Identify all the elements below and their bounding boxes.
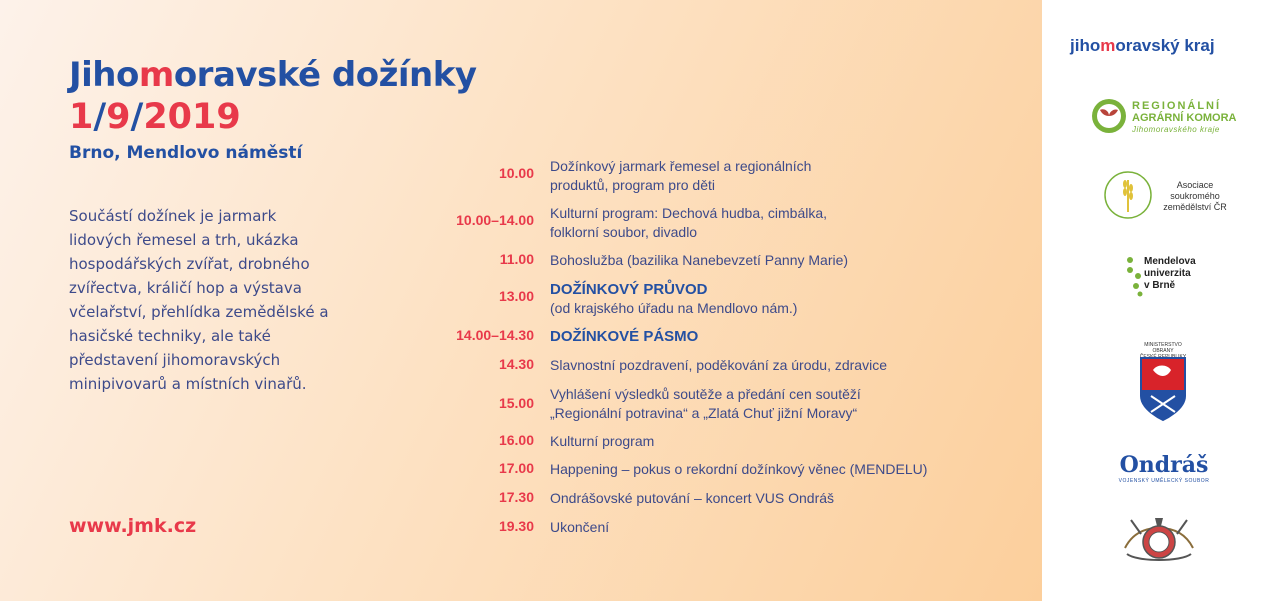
event-description: Součástí dožínek je jarmark lidových řemesel a trh, ukázka hospodářských zvířat, drobného zvířectva, králičí hop a výstava včelařství, přehlídka zemědělské a hasičské techniky, ale také představení jihomoravských minipivovarů a místních vinařů. [69,207,329,393]
schedule-row [400,385,1040,425]
schedule-text: Slavnostní pozdravení, poděkování za úrodu, zdravice [550,357,887,373]
schedule-text: Kulturní program: Dechová hudba, cimbálka, folklorní soubor, divadlo [550,205,828,240]
schedule-text: Bohoslužba (bazilika Nanebevzetí Panny Marie) [550,252,849,268]
schedule-text: Ukončení [550,519,610,535]
dots-icon [1126,254,1144,300]
rak-logo: REGIONÁLNÍ AGRÁRNÍ KOMORA Jihomoravského kraje [1090,96,1240,140]
schedule-time: 17.30 [498,489,534,505]
crest-icon [1117,512,1201,566]
schedule-text: Happening – pokus o rekordní dožínkový věnec (MENDELU) [550,461,928,477]
shield-icon [1137,356,1189,422]
schedule-row [400,280,1040,320]
schedule-time: 17.00 [498,460,534,476]
event-title: Jihomoravské dožínky [69,55,477,95]
event-place: Brno, Mendlovo náměstí [69,143,303,163]
event-date: 1/9/2019 [69,97,241,137]
schedule-row [400,518,1040,558]
website-link[interactable]: www.jmk.cz [69,515,197,537]
emblem-logo [1117,512,1201,566]
schedule-time: 19.30 [498,518,534,534]
schedule-time: 11.00 [499,251,534,267]
schedule-text: Ondrášovské putování – koncert VUS Ondráš [550,490,835,506]
schedule-time: 14.30 [498,356,534,372]
mendel-logo: Mendelova univerzita v Brně [1126,254,1216,304]
schedule-text: DOŽÍNKOVÉ PÁSMO [550,328,699,345]
schedule-text: Vyhlášení výsledků soutěže a předání cen soutěží „Regionální potravina“ a „Zlatá Chuť jižní Moravy“ [550,386,861,421]
army-logo: MINISTERSTVO OBRANY [1137,342,1189,422]
schedule-row [400,204,1040,244]
ondras-logo: Ondráš VOJENSKÝ UMĚLECKÝ SOUBOR [1118,452,1210,484]
schedule-row [400,157,1040,197]
schedule-time: 15.00 [498,395,534,411]
schedule-time: 13.00 [498,288,534,304]
schedule-time: 16.00 [498,432,534,448]
asz-logo: Asociace soukromého zemědělství ČR [1103,170,1233,220]
schedule-time: 10.00 [498,165,534,181]
schedule-text: DOŽÍNKOVÝ PRŮVOD (od krajského úřadu na Mendlovo nám.) [550,281,798,316]
schedule-time: 10.00–14.00 [456,212,534,228]
sprout-icon [1090,96,1128,136]
schedule-time: 14.00–14.30 [456,327,534,343]
jmk-logo: jihomoravský kraj [1070,36,1215,55]
wheat-icon [1103,170,1153,220]
schedule-text: Dožínkový jarmark řemesel a regionálních produktů, program pro děti [550,158,812,193]
schedule-text: Kulturní program [550,433,655,449]
